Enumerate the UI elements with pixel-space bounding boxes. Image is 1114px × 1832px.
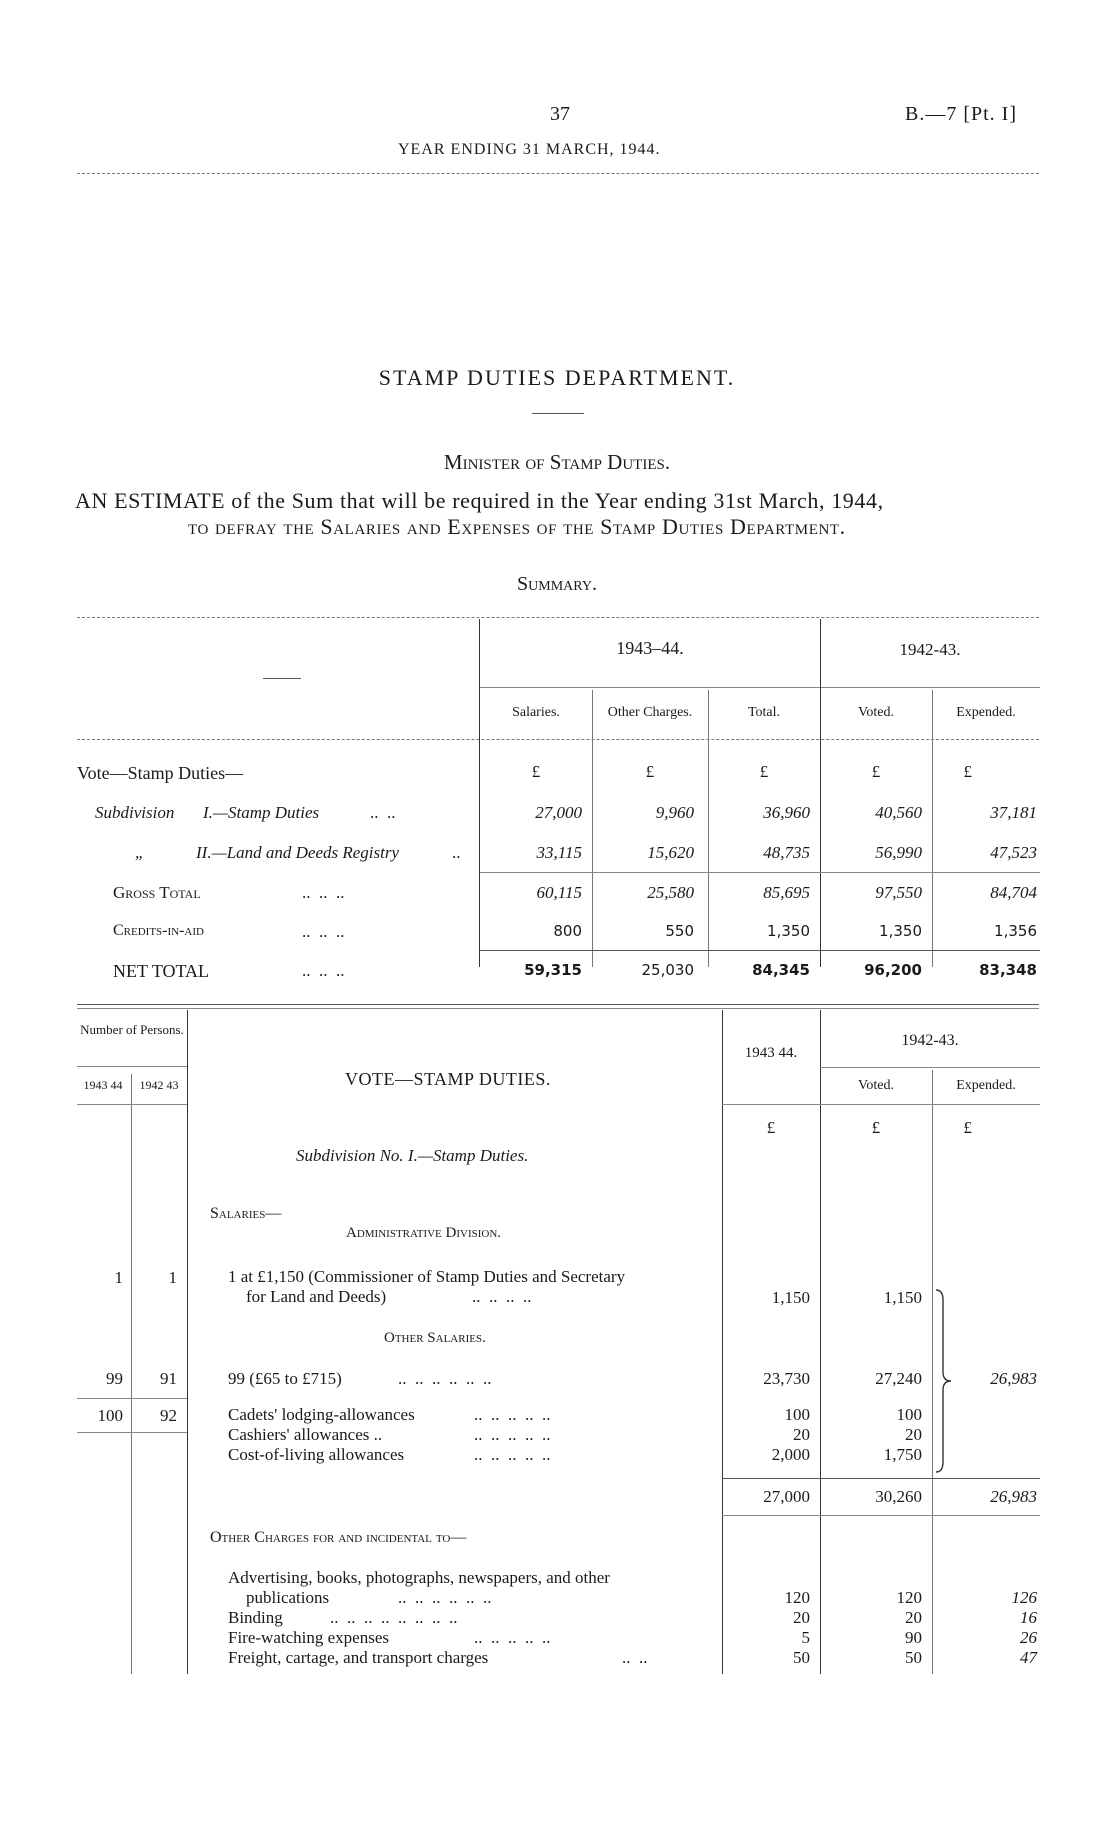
cell-total: 48,735 — [763, 843, 810, 862]
summary-group-1942: 1942-43. — [899, 640, 961, 659]
row-label: Gross Total — [113, 883, 201, 902]
admin-division-heading: Administrative Division. — [346, 1225, 502, 1241]
vote-vrule-1943 — [722, 1010, 723, 1674]
row-dots: .. .. .. .. .. — [474, 1405, 551, 1424]
cell-voted: 120 — [896, 1588, 922, 1607]
summary-group-1943: 1943–44. — [616, 638, 684, 658]
summary-bottom-rule-2 — [77, 1008, 1039, 1009]
cell-expended: 47 — [1020, 1648, 1037, 1667]
pound-expended: £ — [963, 762, 972, 781]
charge-text: Binding — [228, 1608, 283, 1627]
cell-expended: 1,356 — [994, 922, 1037, 940]
row-dots: .. .. .. — [302, 883, 345, 902]
row-label: II.—Land and Deeds Registry — [196, 843, 400, 862]
pound-voted: £ — [871, 762, 881, 781]
persons-1943: 99 — [106, 1369, 123, 1388]
col-1942-rule — [820, 1067, 1040, 1068]
persons-col-1942: 1942 43 — [139, 1078, 179, 1092]
cell-other: 25,030 — [641, 961, 694, 979]
cell-total: 84,345 — [752, 961, 810, 979]
cell-total: 1,350 — [767, 922, 810, 940]
summary-dash — [263, 678, 301, 679]
right-brace-icon — [930, 1286, 956, 1476]
row-dots: .. .. .. .. .. — [474, 1425, 551, 1444]
row-dots: .. .. .. .. .. .. — [398, 1588, 492, 1607]
cell-salaries: 800 — [553, 922, 582, 940]
department-title: STAMP DUTIES DEPARTMENT. — [378, 365, 736, 390]
cell-expended: 37,181 — [990, 803, 1037, 822]
summary-header-rule — [77, 739, 1039, 740]
salaries-heading: Salaries— — [210, 1205, 282, 1222]
pound-salaries: £ — [531, 762, 541, 781]
cell-voted: 20 — [905, 1425, 922, 1444]
page-number: 37 — [550, 103, 570, 125]
charge-line-1: Advertising, books, photographs, newspapers, and other — [228, 1568, 610, 1587]
vote-vrule-voted — [820, 1010, 821, 1674]
cell-other: 9,960 — [655, 803, 694, 822]
estimate-line-1: AN ESTIMATE of the Sum that will be required in the Year ending 31st March, 1944, — [75, 488, 884, 513]
pound-total: £ — [759, 762, 769, 781]
other-charges-heading: Other Charges for and incidental to— — [210, 1529, 467, 1546]
net-total-rule — [480, 950, 1040, 951]
vote-header-rule-right — [722, 1104, 1040, 1105]
cell-other: 15,620 — [647, 843, 694, 862]
salary-totals-rule — [722, 1478, 1040, 1479]
charge-text: publications — [246, 1588, 330, 1607]
row-dots: .. .. .. — [302, 961, 345, 980]
cell-total: 36,960 — [763, 803, 810, 822]
cell-expended: 83,348 — [979, 961, 1037, 979]
cell-1943: 5 — [801, 1628, 810, 1647]
row-dots: .. .. .. .. — [472, 1287, 532, 1306]
vote-pound-expended: £ — [963, 1118, 972, 1137]
cell-expended: 26,983 — [990, 1369, 1037, 1388]
row-dots: .. .. — [370, 803, 396, 822]
cell-other: 550 — [665, 922, 694, 940]
vote-pound-voted: £ — [871, 1118, 881, 1137]
vote-title: VOTE—STAMP DUTIES. — [345, 1069, 551, 1089]
cell-expended: 16 — [1020, 1608, 1037, 1627]
summary-vrule-1 — [479, 619, 480, 967]
summary-col-total: Total. — [747, 705, 781, 720]
allowance-text: Cashiers' allowances .. — [228, 1425, 383, 1444]
persons-total-rule — [77, 1432, 187, 1433]
cell-voted: 1,350 — [879, 922, 922, 940]
cell-expended: 126 — [1011, 1588, 1037, 1607]
cell-voted: 40,560 — [875, 803, 922, 822]
row-label: NET TOTAL — [113, 961, 210, 981]
cell-expended: 26 — [1020, 1628, 1037, 1647]
row-dots: .. .. .. — [302, 922, 345, 941]
minister-line: Minister of Stamp Duties. — [443, 450, 671, 474]
summary-group-rule — [480, 687, 1040, 688]
row-dots: .. .. — [622, 1648, 648, 1667]
pound-other: £ — [645, 762, 655, 781]
cell-1943: 100 — [784, 1405, 810, 1424]
row-label: Subdivision — [95, 803, 175, 822]
persons-1943: 1 — [114, 1268, 123, 1287]
vote-pound-1943: £ — [766, 1118, 776, 1137]
cell-salaries: 59,315 — [524, 961, 582, 979]
row-label: Credits-in-aid — [113, 922, 204, 939]
salary-total-1943: 27,000 — [763, 1487, 810, 1506]
vote-vrule-persons-right — [187, 1010, 188, 1674]
cell-voted: 20 — [905, 1608, 922, 1627]
cell-voted: 50 — [905, 1648, 922, 1667]
cell-1943: 23,730 — [763, 1369, 810, 1388]
charge-text: Freight, cartage, and transport charges — [228, 1648, 489, 1667]
estimate-line-2: to defray the Salaries and Expenses of the Stamp Duties Department. — [188, 514, 846, 539]
cell-1943: 20 — [793, 1425, 810, 1444]
row-dots: .. .. .. .. .. .. .. .. — [330, 1608, 458, 1627]
cell-voted: 96,200 — [864, 961, 922, 979]
title-rule — [532, 413, 584, 414]
header-rule — [77, 173, 1039, 174]
persons-1942: 91 — [160, 1369, 177, 1388]
cell-voted: 56,990 — [875, 843, 922, 862]
persons-1942: 1 — [168, 1268, 177, 1287]
persons-total-1942: 92 — [160, 1406, 177, 1425]
other-salaries-text: 99 (£65 to £715) — [228, 1369, 342, 1388]
salary-total-voted: 30,260 — [875, 1487, 922, 1506]
summary-col-other-charges: Other Charges. — [607, 705, 693, 720]
cell-voted: 100 — [896, 1405, 922, 1424]
subdivision-heading: Subdivision No. I.—Stamp Duties. — [296, 1146, 529, 1165]
cell-salaries: 60,115 — [536, 883, 582, 902]
document-reference: B.—7 [Pt. I] — [905, 103, 1017, 125]
cell-1943: 50 — [793, 1648, 810, 1667]
summary-bottom-rule — [77, 1004, 1039, 1005]
cell-1943: 2,000 — [771, 1445, 810, 1464]
year-line: YEAR ENDING 31 MARCH, 1944. — [398, 141, 661, 158]
cell-voted: 97,550 — [875, 883, 922, 902]
charge-text: Fire-watching expenses — [228, 1628, 389, 1647]
cell-total: 85,695 — [763, 883, 810, 902]
cell-other: 25,580 — [647, 883, 694, 902]
cell-salaries: 33,115 — [536, 843, 582, 862]
summary-col-voted: Voted. — [858, 705, 894, 720]
vote-label: Vote—Stamp Duties— — [77, 763, 244, 783]
col-voted: Voted. — [858, 1078, 894, 1093]
persons-col-1943: 1943 44 — [83, 1078, 123, 1092]
col-expended: Expended. — [956, 1078, 1016, 1093]
row-dots: .. .. .. .. .. .. — [398, 1369, 492, 1388]
persons-total-1943: 100 — [97, 1406, 123, 1425]
col-1942: 1942-43. — [901, 1032, 959, 1049]
cell-voted: 27,240 — [875, 1369, 922, 1388]
row-dots: .. .. .. .. .. — [474, 1628, 551, 1647]
allowance-text: Cadets' lodging-allowances — [228, 1405, 415, 1424]
allowance-text: Cost-of-living allowances — [228, 1445, 405, 1464]
cell-1943: 120 — [784, 1588, 810, 1607]
summary-top-rule — [77, 617, 1039, 618]
gross-total-rule — [480, 872, 1040, 873]
persons-subtotal-rule — [77, 1398, 187, 1399]
salary-totals-bottom-rule — [722, 1515, 1040, 1516]
persons-header-rule — [77, 1066, 187, 1067]
cell-voted: 90 — [905, 1628, 922, 1647]
row-label: I.—Stamp Duties — [203, 803, 320, 822]
persons-header: Number of Persons. — [80, 1022, 184, 1037]
salary-total-expended: 26,983 — [990, 1487, 1037, 1506]
summary-vrule-4 — [820, 619, 821, 967]
cell-salaries: 27,000 — [535, 803, 582, 822]
commissioner-line-1: 1 at £1,150 (Commissioner of Stamp Duties and Secretary — [228, 1267, 626, 1286]
col-1943: 1943 44. — [744, 1045, 798, 1061]
other-salaries-heading: Other Salaries. — [384, 1330, 486, 1346]
cell-1943: 1,150 — [771, 1288, 810, 1307]
row-dots: .. — [452, 843, 461, 862]
row-dots: .. .. .. .. .. — [474, 1445, 551, 1464]
summary-col-salaries: Salaries. — [512, 705, 560, 720]
cell-1943: 20 — [793, 1608, 810, 1627]
cell-voted: 1,150 — [883, 1288, 922, 1307]
row-label: „ — [135, 843, 145, 862]
cell-expended: 84,704 — [990, 883, 1037, 902]
vote-header-rule — [77, 1104, 187, 1105]
summary-heading: Summary. — [517, 573, 597, 595]
cell-voted: 1,750 — [883, 1445, 922, 1464]
cell-expended: 47,523 — [990, 843, 1037, 862]
summary-col-expended: Expended. — [956, 705, 1016, 720]
commissioner-line-2: for Land and Deeds) — [246, 1287, 387, 1306]
